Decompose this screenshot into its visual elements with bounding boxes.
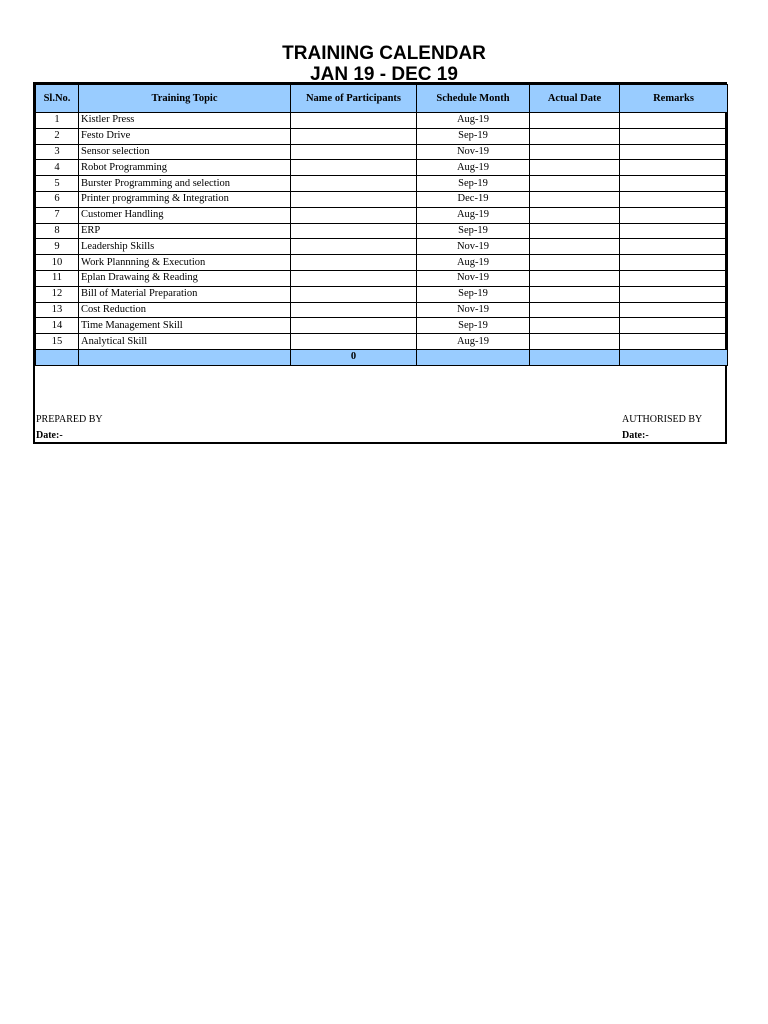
row-schedule-month: Nov-19 [417, 270, 530, 286]
row-remarks [620, 239, 728, 255]
row-participants [291, 144, 417, 160]
row-actual-date [530, 255, 620, 271]
row-remarks [620, 270, 728, 286]
row-serial-number: 3 [36, 144, 79, 160]
row-schedule-month: Nov-19 [417, 144, 530, 160]
table-row [36, 286, 728, 302]
row-serial-number: 10 [36, 255, 79, 271]
row-schedule-month: Sep-19 [417, 286, 530, 302]
total-participants-value: 0 [291, 349, 417, 365]
signature-footer [35, 366, 725, 442]
row-schedule-month: Aug-19 [417, 207, 530, 223]
row-participants [291, 191, 417, 207]
row-schedule-month: Aug-19 [417, 334, 530, 350]
row-participants [291, 255, 417, 271]
row-participants [291, 286, 417, 302]
row-serial-number: 2 [36, 128, 79, 144]
row-serial-number: 8 [36, 223, 79, 239]
row-remarks [620, 302, 728, 318]
table-row [36, 318, 728, 334]
authorised-by-block [622, 412, 702, 444]
total-cell-blank [417, 349, 530, 365]
row-participants [291, 239, 417, 255]
row-remarks [620, 318, 728, 334]
row-training-topic: Sensor selection [79, 144, 291, 160]
row-remarks [620, 207, 728, 223]
row-serial-number: 7 [36, 207, 79, 223]
row-actual-date [530, 334, 620, 350]
row-training-topic: Bill of Material Preparation [79, 286, 291, 302]
row-schedule-month: Sep-19 [417, 176, 530, 192]
column-header-remarks: Remarks [620, 85, 728, 113]
total-cell-blank [36, 349, 79, 365]
row-participants [291, 223, 417, 239]
row-training-topic: ERP [79, 223, 291, 239]
row-remarks [620, 128, 728, 144]
table-row [36, 255, 728, 271]
prepared-by-label: PREPARED BY [36, 413, 103, 425]
row-schedule-month: Dec-19 [417, 191, 530, 207]
table-row [36, 223, 728, 239]
total-cell-blank [620, 349, 728, 365]
row-actual-date [530, 302, 620, 318]
row-schedule-month: Nov-19 [417, 302, 530, 318]
row-remarks [620, 176, 728, 192]
row-actual-date [530, 270, 620, 286]
row-serial-number: 1 [36, 113, 79, 129]
row-remarks [620, 160, 728, 176]
authorised-by-label: AUTHORISED BY [622, 413, 703, 425]
calendar-sheet [33, 82, 727, 444]
row-training-topic: Burster Programming and selection [79, 176, 291, 192]
prepared-date-label: Date:- [36, 429, 63, 441]
training-table [35, 84, 728, 366]
row-participants [291, 128, 417, 144]
column-header-actual-date: Actual Date [530, 85, 620, 113]
row-training-topic: Eplan Drawaing & Reading [79, 270, 291, 286]
row-participants [291, 270, 417, 286]
row-schedule-month: Aug-19 [417, 255, 530, 271]
prepared-by-block [36, 412, 103, 444]
page-title: TRAINING CALENDAR [282, 43, 486, 64]
row-serial-number: 5 [36, 176, 79, 192]
row-actual-date [530, 239, 620, 255]
table-row [36, 270, 728, 286]
row-participants [291, 113, 417, 129]
row-serial-number: 14 [36, 318, 79, 334]
row-participants [291, 302, 417, 318]
row-participants [291, 160, 417, 176]
row-remarks [620, 113, 728, 129]
row-schedule-month: Aug-19 [417, 160, 530, 176]
row-participants [291, 318, 417, 334]
row-training-topic: Robot Programming [79, 160, 291, 176]
row-training-topic: Analytical Skill [79, 334, 291, 350]
table-row [36, 191, 728, 207]
row-serial-number: 15 [36, 334, 79, 350]
row-serial-number: 12 [36, 286, 79, 302]
title-block [0, 43, 768, 85]
row-remarks [620, 144, 728, 160]
column-header-topic: Training Topic [79, 85, 291, 113]
page-subtitle: JAN 19 - DEC 19 [310, 64, 458, 85]
row-actual-date [530, 128, 620, 144]
column-header-slno: Sl.No. [36, 85, 79, 113]
row-schedule-month: Sep-19 [417, 128, 530, 144]
row-actual-date [530, 318, 620, 334]
row-participants [291, 207, 417, 223]
row-remarks [620, 286, 728, 302]
row-remarks [620, 255, 728, 271]
table-header-row [36, 85, 728, 113]
row-training-topic: Kistler Press [79, 113, 291, 129]
row-training-topic: Leadership Skills [79, 239, 291, 255]
table-row [36, 144, 728, 160]
row-actual-date [530, 207, 620, 223]
table-row [36, 113, 728, 129]
row-serial-number: 13 [36, 302, 79, 318]
table-row [36, 128, 728, 144]
table-row [36, 334, 728, 350]
row-training-topic: Printer programming & Integration [79, 191, 291, 207]
column-header-schedule-month: Schedule Month [417, 85, 530, 113]
row-actual-date [530, 144, 620, 160]
total-cell-blank [79, 349, 291, 365]
total-cell-blank [530, 349, 620, 365]
row-training-topic: Customer Handling [79, 207, 291, 223]
row-participants [291, 334, 417, 350]
table-row [36, 239, 728, 255]
table-row [36, 302, 728, 318]
row-remarks [620, 191, 728, 207]
row-training-topic: Time Management Skill [79, 318, 291, 334]
row-schedule-month: Sep-19 [417, 223, 530, 239]
table-row [36, 207, 728, 223]
row-participants [291, 176, 417, 192]
row-serial-number: 9 [36, 239, 79, 255]
row-actual-date [530, 113, 620, 129]
table-row [36, 160, 728, 176]
row-training-topic: Work Plannning & Execution [79, 255, 291, 271]
row-serial-number: 6 [36, 191, 79, 207]
row-training-topic: Festo Drive [79, 128, 291, 144]
row-actual-date [530, 286, 620, 302]
row-actual-date [530, 223, 620, 239]
row-schedule-month: Aug-19 [417, 113, 530, 129]
table-row [36, 176, 728, 192]
row-serial-number: 11 [36, 270, 79, 286]
row-actual-date [530, 176, 620, 192]
row-actual-date [530, 160, 620, 176]
row-training-topic: Cost Reduction [79, 302, 291, 318]
row-actual-date [530, 191, 620, 207]
column-header-participants: Name of Participants [291, 85, 417, 113]
row-remarks [620, 334, 728, 350]
row-serial-number: 4 [36, 160, 79, 176]
row-remarks [620, 223, 728, 239]
row-schedule-month: Nov-19 [417, 239, 530, 255]
total-row [36, 349, 728, 365]
authorised-date-label: Date:- [622, 429, 649, 441]
row-schedule-month: Sep-19 [417, 318, 530, 334]
